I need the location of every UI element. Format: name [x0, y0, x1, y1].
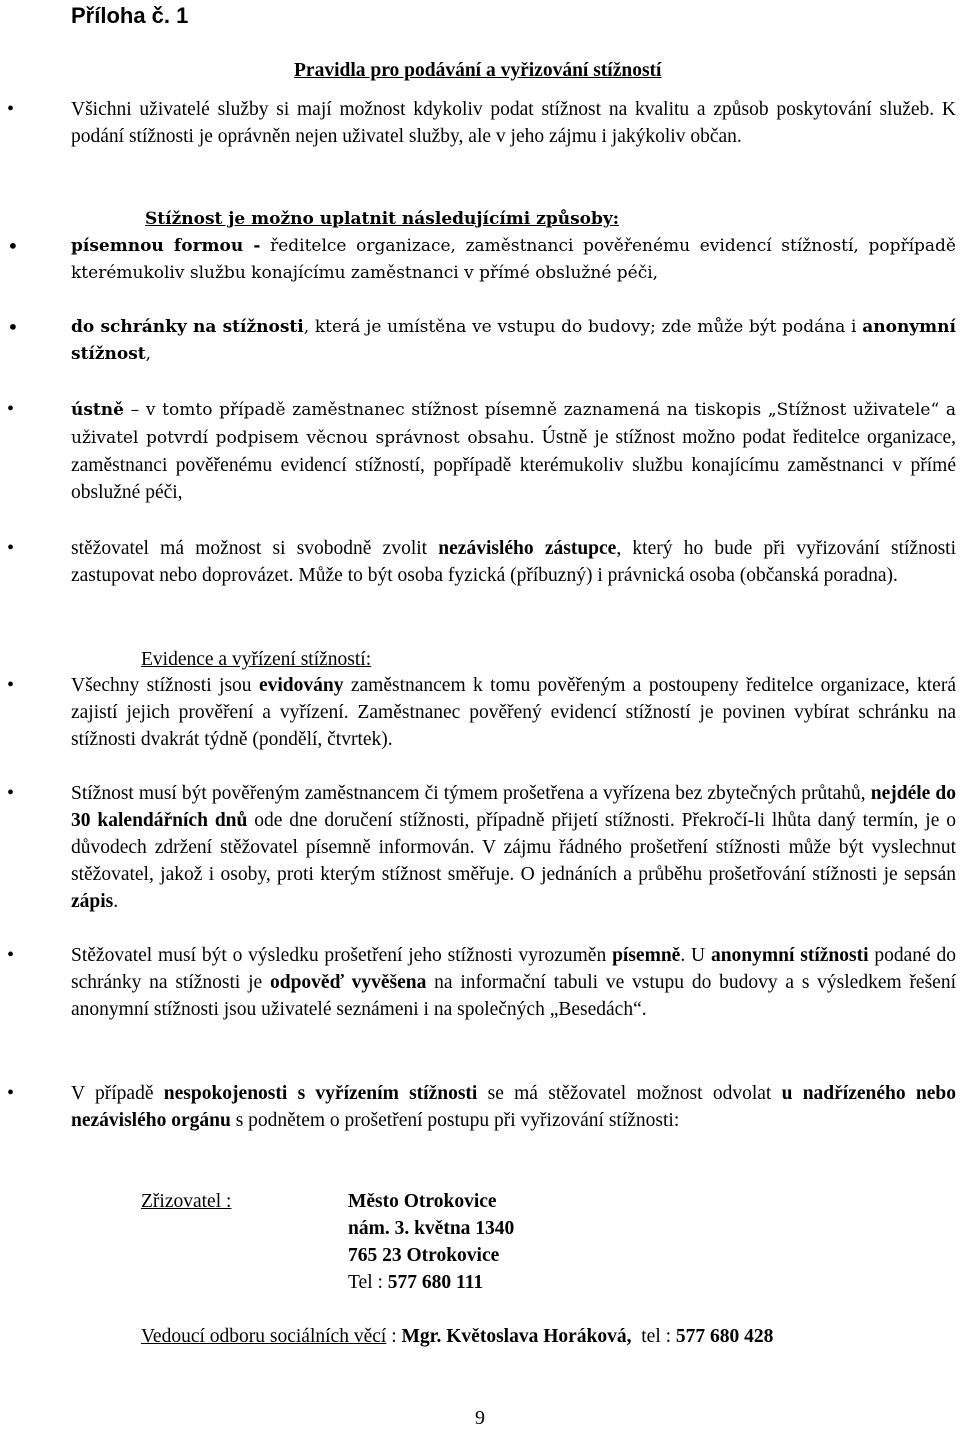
evidence-heading: Evidence a vyřízení stížností:	[141, 649, 372, 670]
appeal-bold-1: nespokojenosti s vyřízením stížnosti	[163, 1083, 478, 1104]
inv-text-1: Stížnost musí být pověřeným zaměstnancem či týmem prošetřena a vyřízena bez zbytečných průtahů,	[71, 783, 871, 804]
list-item-box	[71, 314, 956, 368]
founder-address	[348, 1188, 514, 1296]
head-contact-label: Vedoucí odboru sociálních věcí	[141, 1326, 387, 1347]
appeal-text-3: s podnětem o prošetření postupu při vyřizování stížnosti:	[230, 1110, 680, 1131]
inv-text-3: .	[113, 891, 119, 912]
inv-bold-2: zápis	[71, 891, 114, 912]
rep-text-2: , který ho bude při vyřizování stížnosti zastupovat nebo doprovázet. Může to být osoba fyzická (příbuzný) i právnická osoba (občanská poradna).	[71, 538, 956, 586]
box-text-2: ,	[145, 344, 152, 364]
appeal-bold-2: u nadřízeného nebo nezávislého orgánu	[71, 1083, 957, 1131]
list-item-evidence	[71, 672, 956, 753]
page-number: 9	[475, 1407, 485, 1429]
list-item-investigation	[71, 780, 956, 915]
head-contact-tel-label: tel :	[631, 1326, 676, 1347]
oral-bold: ústně	[71, 400, 124, 420]
oral-text-1: – v tomto případě zaměstnanec stížnost písemně zaznamená na tiskopis „Stížnost uživatele“ a uživatel potvrdí podpisem věcnou správnost obsahu.	[71, 400, 956, 448]
written-bold: písemnou formou -	[71, 236, 261, 256]
list-item-written	[71, 233, 956, 287]
annex-title: Příloha č. 1	[71, 3, 189, 28]
not-bold-2: anonymní stížnosti	[710, 945, 869, 966]
list-item-appeal	[71, 1080, 956, 1134]
rep-bold: nezávislého zástupce	[438, 538, 617, 559]
box-bold-2: anonymní stížnost	[71, 317, 956, 364]
evidence-bold: evidovány	[258, 675, 344, 696]
inv-text-2: ode dne doručení stížnosti, případně přijetí stížnosti. Překročí-li lhůta daný termín, je o důvodech zdržení stěžovatel písemně informován. V zájmu řádného prošetření stížnosti může být vyslechnut stěžovatel, jakož i osoby, proti kterým stížnost směřuje. O jednáních a průběhu prošetřování stížnosti je sepsán	[71, 810, 956, 885]
list-item-oral	[71, 396, 956, 506]
founder-line-1: Město Otrokovice	[348, 1191, 497, 1212]
list-item-intro	[71, 96, 956, 150]
appeal-text-2: se má stěžovatel možnost odvolat	[477, 1083, 782, 1104]
intro-text: Všichni uživatelé služby si mají možnost kdykoliv podat stížnost na kvalitu a způsob poskytování služeb. K podání stížnosti je oprávněn nejen uživatel služby, ale v jeho zájmu i jakýkoliv občan.	[71, 99, 956, 147]
founder-tel: 577 680 111	[387, 1272, 484, 1293]
written-text: ředitelce organizace, zaměstnanci pověřenému evidencí stížností, popřípadě kterémukoliv službu konajícímu zaměstnanci v přímé obslužné péči,	[71, 236, 956, 283]
not-text-4: na informační tabuli ve vstupu do budovy a s výsledkem řešení anonymní stížnosti jsou uživatelé seznámeni i na společných „Besedách“.	[71, 972, 956, 1020]
evidence-text-2: zaměstnancem k tomu pověřeným a postoupeny ředitelce organizace, která zajistí jejich prověření a vyřízení. Zaměstnanec pověřený evidencí stížností je povinen vybírat schránku na stížnosti dvakrát týdně (pondělí, čtvrtek).	[71, 675, 956, 750]
founder-tel-line	[348, 1269, 514, 1296]
not-text-1: Stěžovatel musí být o výsledku prošetření jeho stížnosti vyrozuměn	[71, 945, 613, 966]
appeal-text-1: V případě	[71, 1083, 164, 1104]
head-contact-sep: :	[386, 1326, 402, 1347]
not-bold-1: písemně	[612, 945, 681, 966]
main-heading: Pravidla pro podávání a vyřizování stížností	[294, 60, 662, 81]
founder-label: Zřizovatel :	[141, 1191, 232, 1212]
head-contact-tel: 577 680 428	[675, 1326, 774, 1347]
founder-line-2: nám. 3. května 1340	[348, 1218, 515, 1239]
head-contact-name: Mgr. Květoslava Horáková,	[401, 1326, 632, 1347]
evidence-text-1: Všechny stížnosti jsou	[71, 675, 259, 696]
oral-text-2: Ústně je stížnost možno podat ředitelce organizace, zaměstnanci pověřenému evidencí stížností, popřípadě kterémukoliv službu konajícímu zaměstnanci v přímé obslužné péči,	[71, 427, 956, 503]
not-bold-3: odpověď vyvěšena	[269, 972, 427, 993]
not-text-3: podané do schránky na stížnosti je	[71, 945, 956, 993]
head-contact	[141, 1323, 773, 1350]
list-item-representative	[71, 535, 956, 589]
box-text-1: , která je umístěna ve vstupu do budovy; zde může být podána i	[303, 317, 863, 337]
inv-bold-1: nejdéle do 30 kalendářních dnů	[71, 783, 956, 831]
founder-line-3: 765 23 Otrokovice	[348, 1245, 500, 1266]
list-item-notification	[71, 942, 956, 1023]
founder-tel-label: Tel :	[348, 1272, 388, 1293]
rep-text-1: stěžovatel má možnost si svobodně zvolit	[71, 538, 439, 559]
box-bold-1: do schránky na stížnosti	[71, 317, 304, 337]
not-text-2: . U	[680, 945, 711, 966]
ways-heading: Stížnost je možno uplatnit následujícími způsoby:	[145, 209, 620, 229]
